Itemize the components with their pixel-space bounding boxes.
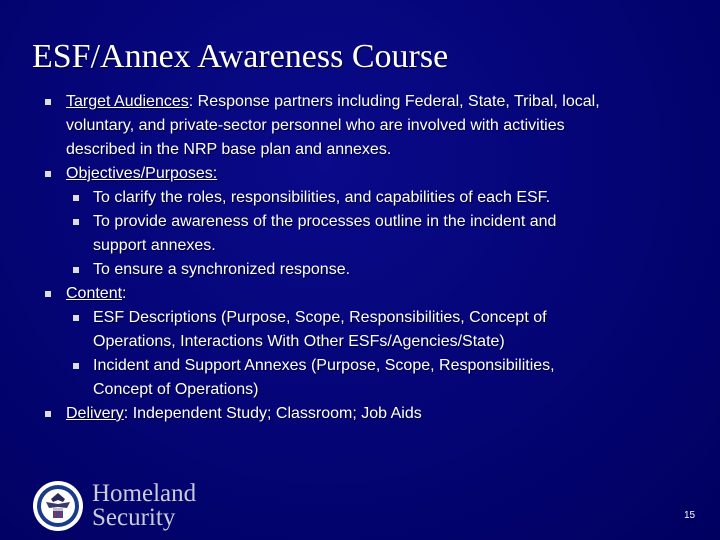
- bullet-text-line: described in the NRP base plan and annexes.: [66, 141, 392, 158]
- bullet-label: Target Audiences: [66, 93, 189, 110]
- sub-bullet-synchronized: [44, 258, 704, 282]
- homeland-security-logo: [32, 478, 196, 534]
- bullet-separator: :: [188, 93, 198, 110]
- bullet-objectives: [44, 162, 704, 186]
- sub-bullet-text: Incident and Support Annexes (Purpose, Scope, Responsibilities,: [93, 357, 555, 374]
- bullet-delivery: [44, 402, 704, 426]
- sub-bullet-text: To provide awareness of the processes outline in the incident and: [93, 213, 557, 230]
- page-number: 15: [684, 510, 696, 521]
- square-bullet-icon: [73, 267, 79, 273]
- slide-body: [44, 90, 704, 426]
- bullet-separator: :: [123, 405, 133, 422]
- square-bullet-icon: [73, 195, 79, 201]
- bullet-target-audiences: [44, 90, 704, 162]
- sub-bullet-clarify-roles: [44, 186, 704, 210]
- sub-bullet-text: support annexes.: [93, 237, 216, 254]
- bullet-content: [44, 282, 704, 306]
- sub-bullet-incident-annexes: [44, 354, 704, 402]
- square-bullet-icon: [45, 171, 51, 177]
- square-bullet-icon: [73, 219, 79, 225]
- bullet-separator: :: [122, 285, 127, 302]
- bullet-text: Independent Study; Classroom; Job Aids: [132, 405, 422, 422]
- bullet-label: Objectives/Purposes:: [66, 165, 218, 182]
- logo-line-1: Homeland: [92, 480, 197, 507]
- bullet-label: Delivery: [66, 405, 124, 422]
- sub-bullet-esf-descriptions: [44, 306, 704, 354]
- square-bullet-icon: [45, 411, 51, 417]
- square-bullet-icon: [73, 315, 79, 321]
- bullet-text-line: voluntary, and private-sector personnel who are involved with activities: [66, 117, 565, 134]
- slide-title: ESF/Annex Awareness Course: [32, 38, 449, 75]
- bullet-label: Content: [66, 285, 123, 302]
- square-bullet-icon: [45, 99, 51, 105]
- sub-bullet-text: Concept of Operations): [93, 381, 259, 398]
- sub-bullet-awareness: [44, 210, 704, 258]
- logo-line-2: Security: [92, 504, 176, 531]
- sub-bullet-text: To clarify the roles, responsibilities, and capabilities of each ESF.: [93, 189, 551, 206]
- dhs-seal-icon: [32, 480, 84, 532]
- logo-wordmark: [92, 482, 196, 530]
- sub-bullet-text: Operations, Interactions With Other ESFs/Agencies/State): [93, 333, 505, 350]
- square-bullet-icon: [73, 363, 79, 369]
- sub-bullet-text: ESF Descriptions (Purpose, Scope, Responsibilities, Concept of: [93, 309, 547, 326]
- sub-bullet-text: To ensure a synchronized response.: [93, 261, 351, 278]
- bullet-text-line: Response partners including Federal, State, Tribal, local,: [197, 93, 600, 110]
- square-bullet-icon: [45, 291, 51, 297]
